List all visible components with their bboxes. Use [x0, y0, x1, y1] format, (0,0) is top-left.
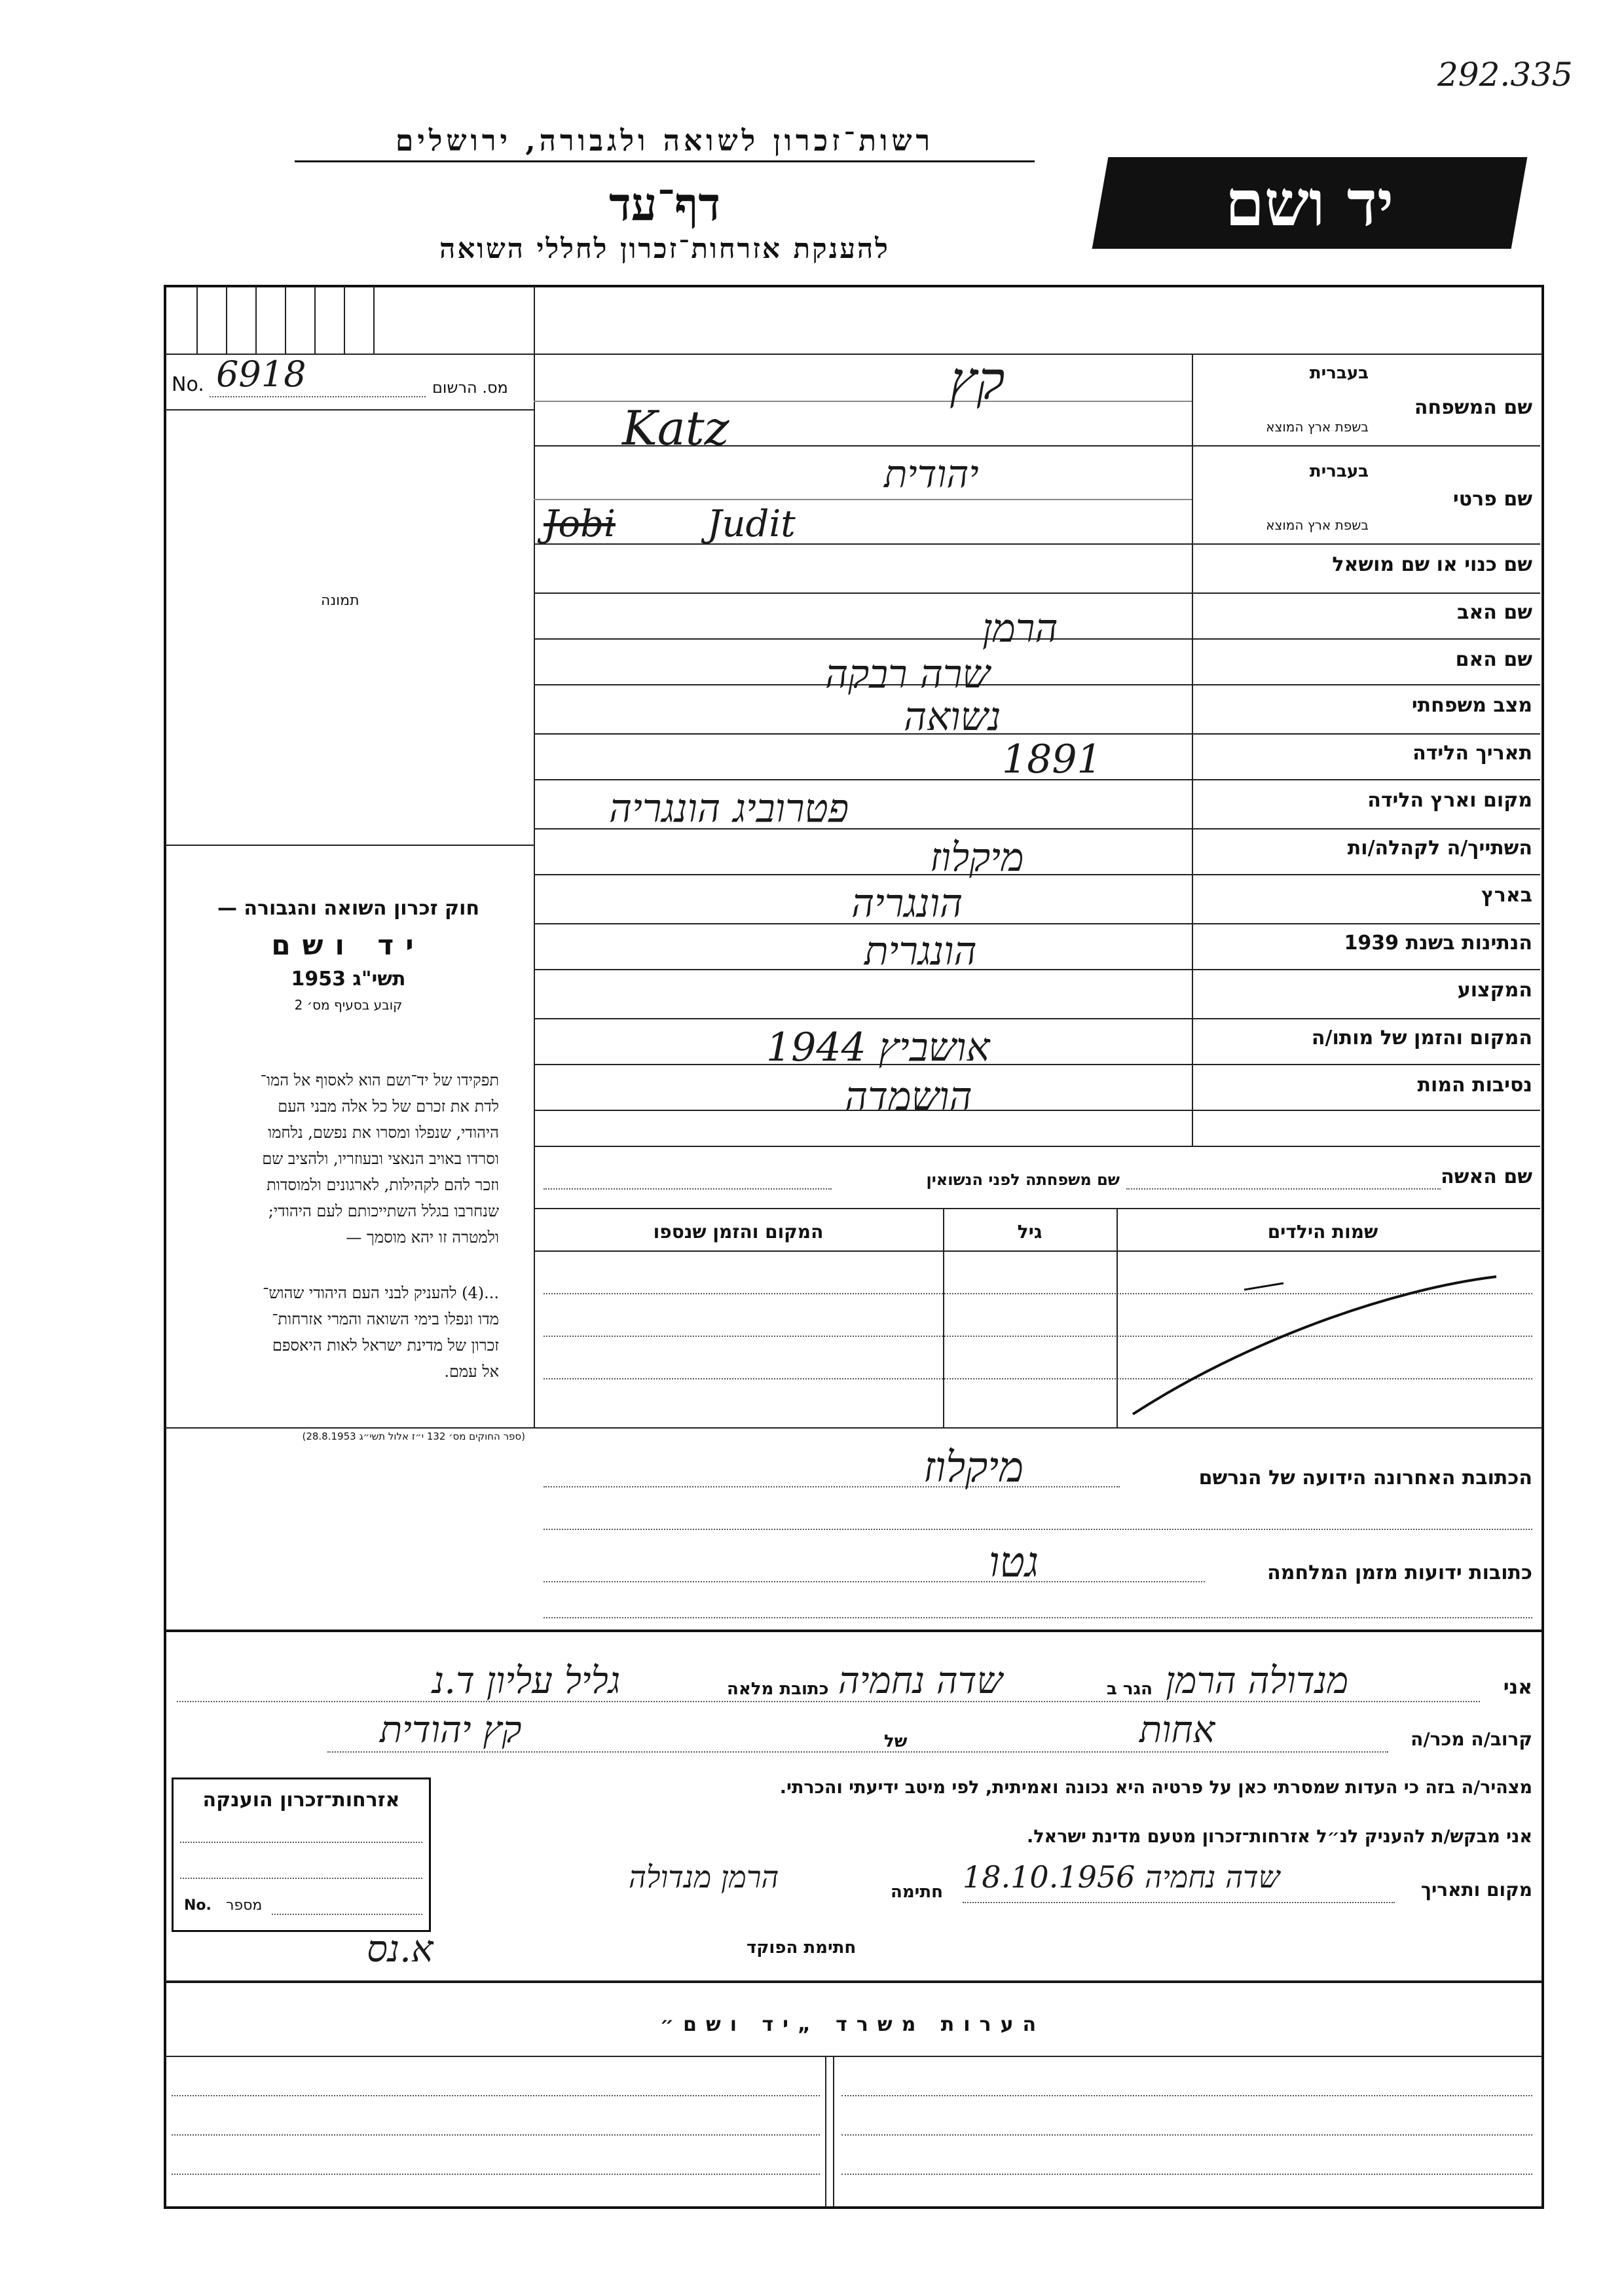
- law-clause: קובע בסעיף מס׳ 2: [294, 997, 403, 1013]
- children-names-label: שמות הילדים: [1267, 1221, 1378, 1243]
- profession-label: המקצוע: [1457, 979, 1532, 1002]
- of-name-value: קץ יהודית: [380, 1709, 522, 1751]
- form-subtitle: להענקת אזרחות־זכרון לחללי השואה: [439, 232, 890, 264]
- certificate-title: אזרחות־זכרון הוענקה: [202, 1789, 400, 1812]
- father-label: שם האב: [1457, 601, 1532, 624]
- children-age-label: גיל: [1017, 1221, 1043, 1243]
- in-hebrew-label-2: בעברית: [1309, 462, 1369, 481]
- in-hebrew-label: בעברית: [1309, 363, 1369, 383]
- full-address-value: גליל עליון ד.נ: [432, 1660, 621, 1702]
- authority-title: רשות־זכרון לשואה ולגבורה, ירושלים: [295, 124, 1035, 162]
- photo-label: תמונה: [321, 592, 360, 609]
- nickname-label: שם כנוי או שם מושאל: [1332, 553, 1532, 576]
- law-p1-line: שנחרבו בגלל השתייכותם לעם היהודי;: [268, 1202, 499, 1220]
- law-p2-line: מדו ונפלו בימי השואה והמרי אזרחות־: [272, 1310, 499, 1328]
- relation-label: קרוב/ה מכר/ה: [1411, 1728, 1532, 1750]
- law-p2-line: זכרון של מדינת ישראל לאות היאספם: [272, 1336, 499, 1355]
- war-address-value: גטו: [989, 1539, 1039, 1587]
- surname-hebrew-value: קץ: [950, 350, 1005, 411]
- of-label: של: [884, 1732, 908, 1751]
- death-place-value: אושביץ 1944: [766, 1025, 990, 1070]
- signature-value: הרמן מנדולה: [629, 1859, 779, 1895]
- strike-tick: [1244, 1283, 1283, 1290]
- citizenship-label: הנתינות בשנת 1939: [1344, 932, 1532, 955]
- strike-stroke: [1133, 1277, 1496, 1414]
- country-label: בארץ: [1481, 884, 1532, 907]
- law-title: חוק זכרון השואה והגבורה —: [217, 897, 480, 920]
- place-date-value: שדה נחמיה 18.10.1956: [963, 1859, 1280, 1895]
- certificate-heb-no: מספר: [226, 1897, 263, 1914]
- resides-label: הגר ב: [1107, 1679, 1153, 1699]
- certificate-no-label: No.: [184, 1897, 212, 1914]
- certificate-box: [172, 1777, 431, 1932]
- death-circ-value: הושמדה: [845, 1074, 972, 1120]
- law-p1-line: היהודי, שנפלו ומסרו את נפשם, נלחמו: [268, 1123, 499, 1142]
- law-p1-line: וזכר להם לקהילות, לארגונים ולמוסדות: [267, 1176, 499, 1194]
- country-value: הונגריה: [851, 881, 963, 926]
- mother-value: שרה רבקה: [825, 651, 990, 697]
- firstname-origin-value: Judit: [707, 503, 796, 545]
- mother-label: שם האם: [1455, 648, 1532, 671]
- last-address-value: מיקלוז: [923, 1444, 1024, 1492]
- firstname-hebrew-value: יהודית: [884, 452, 979, 496]
- law-gazette: (ספר החוקים מס׳ 132 י״ז אלול תשי״ג 28.8.1953): [302, 1430, 525, 1442]
- marital-label: מצב משפחתי: [1411, 694, 1532, 717]
- officer-label: חתימת הפוקד: [747, 1938, 857, 1958]
- birthdate-value: 1891: [1002, 737, 1102, 782]
- father-value: הרמן: [982, 606, 1058, 651]
- citizenship-value: הונגרית: [864, 928, 977, 974]
- war-address-label: כתובות ידועות מזמן המלחמה: [1267, 1561, 1532, 1584]
- law-p1-line: ולמטרה זו יהא מוסמך —: [346, 1228, 499, 1247]
- archive-number: 292.335: [1437, 56, 1573, 94]
- law-paragraph-2: [172, 1280, 499, 1385]
- birthdate-label: תאריך הלידה: [1412, 742, 1532, 765]
- law-block: [172, 897, 525, 1013]
- witness-name-value: מנדולה הרמן: [1166, 1660, 1349, 1702]
- wife-label: שם האשה: [1441, 1165, 1532, 1188]
- birthplace-value: פטרוביג הונגריה: [609, 786, 849, 831]
- law-p1-line: תפקידו של יד־ושם הוא לאסוף אל המו־: [260, 1071, 499, 1089]
- form-title: דף־עד: [608, 177, 720, 231]
- request-text: אני מבקש/ת להעניק לנ״ל אזרחות־זכרון מטעם מדינת ישראל.: [1026, 1827, 1532, 1847]
- marital-value: נשואה: [904, 694, 1001, 740]
- relation-value: אחות: [1139, 1709, 1215, 1751]
- statement-text: מצהיר/ה בזה כי העדות שמסרתי כאן על פרטיה היא נכונה ואמיתית, לפי מיטב ידיעתי והכרתי.: [779, 1777, 1532, 1798]
- declaration-i-label: אני: [1503, 1676, 1532, 1699]
- birthplace-label: מקום וארץ הלידה: [1367, 789, 1532, 812]
- resides-value: שדה נחמיה: [838, 1660, 1003, 1702]
- surname-origin-value: Katz: [622, 401, 729, 456]
- community-value: מיקלוז: [930, 835, 1024, 881]
- wife-maiden-label: שם משפחתה לפני הנשואין: [926, 1171, 1120, 1189]
- law-p1-line: וסרדו באויב הנאצי ובעוזריו, ולהציב שם: [262, 1150, 499, 1168]
- office-notes-title: הערות משרד „יד ושם״: [659, 2013, 1046, 2036]
- law-name: יד ושם: [271, 929, 426, 961]
- law-paragraph-1: [172, 1067, 499, 1250]
- surname-label: שם המשפחה: [1414, 396, 1532, 419]
- law-p1-line: לדת את זכרם של כל אלה מבני העם: [278, 1097, 499, 1116]
- yad-vashem-logo: [1092, 157, 1528, 249]
- full-address-label: כתובת מלאה: [727, 1679, 829, 1699]
- firstname-label: שם פרטי: [1452, 488, 1532, 511]
- in-origin-label-2: בשפת ארץ המוצא: [1266, 517, 1369, 533]
- death-circ-label: נסיבות המות: [1417, 1074, 1532, 1097]
- reg-no-label: No.: [172, 373, 204, 396]
- death-place-label: המקום והזמן של מותו/ה: [1311, 1027, 1532, 1049]
- officer-signature: א.נס: [367, 1928, 434, 1971]
- children-place-label: המקום והזמן שנספו: [653, 1221, 824, 1243]
- logo-text: יד ושם: [1225, 166, 1394, 240]
- firstname-struck-value: Jobi: [544, 503, 616, 545]
- children-struck-line: [1113, 1264, 1506, 1427]
- law-year: תשי"ג 1953: [291, 968, 406, 991]
- last-address-label: הכתובת האחרונה הידועה של הנרשם: [1198, 1467, 1532, 1489]
- law-p2-line: אל עמם.: [444, 1362, 499, 1381]
- reg-heb-label: מס. הרשום: [432, 378, 508, 397]
- signature-label: חתימה: [891, 1882, 943, 1902]
- in-origin-label: בשפת ארץ המוצא: [1266, 419, 1369, 435]
- reg-no-value: 6918: [216, 354, 306, 395]
- community-label: השתייך/ה לקהלה/ות: [1347, 837, 1532, 860]
- law-p2-line: ...(4) להעניק לבני העם היהודי שהוש־: [263, 1284, 499, 1302]
- place-date-label: מקום ותאריך: [1420, 1879, 1532, 1901]
